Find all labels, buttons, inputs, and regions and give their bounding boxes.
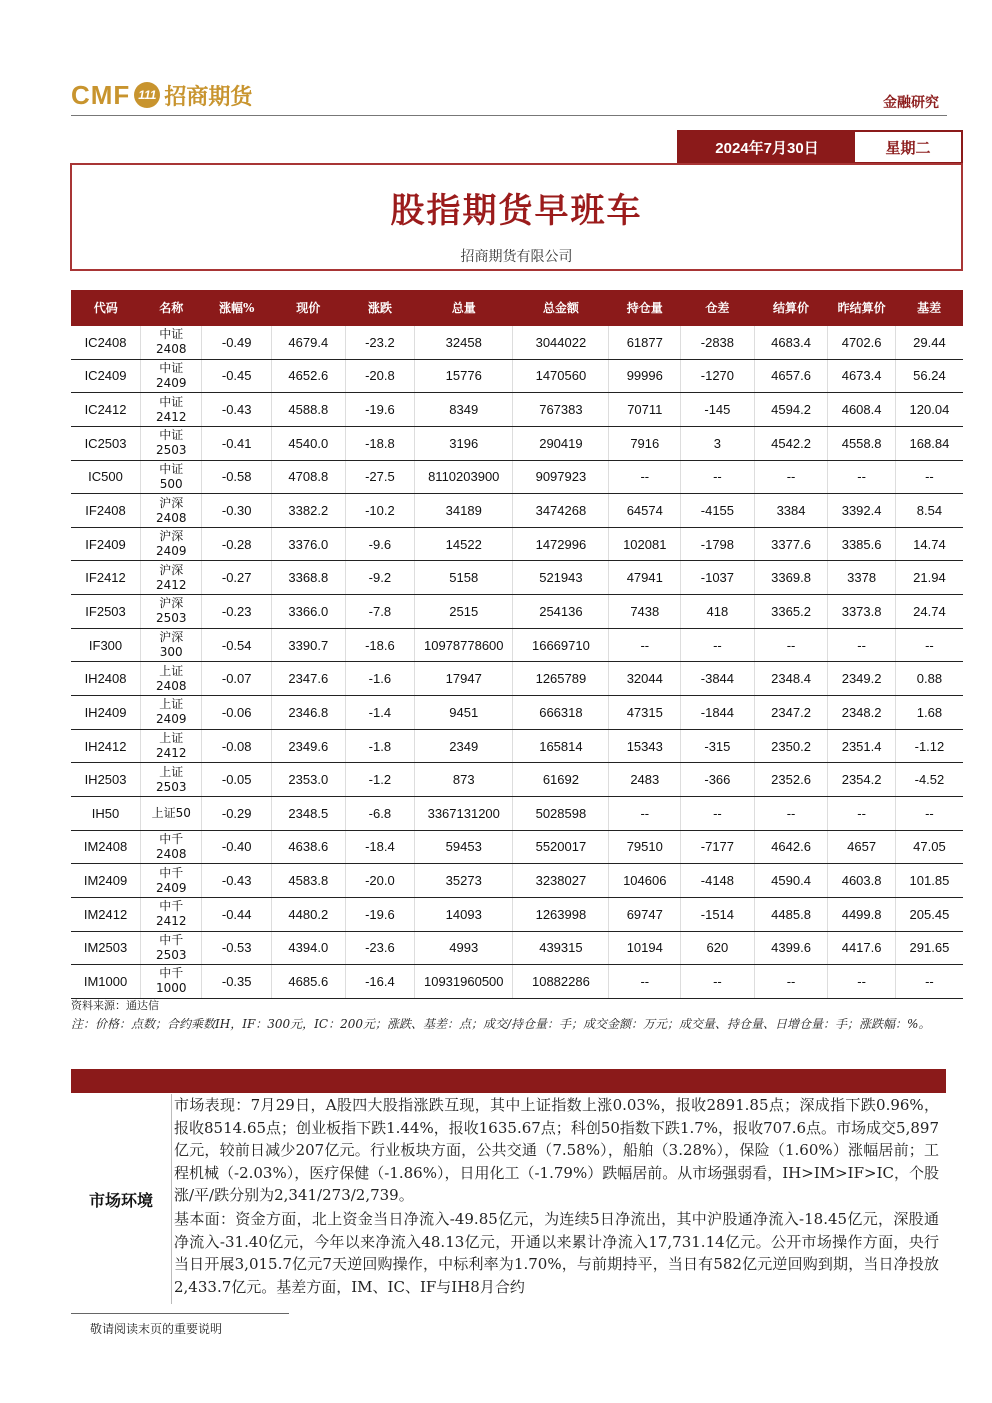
- table-cell: 中证500: [141, 460, 202, 494]
- column-header: 涨跌: [345, 290, 415, 326]
- table-cell: 2348.2: [828, 696, 896, 730]
- table-cell: IF2409: [71, 527, 141, 561]
- table-cell: -7.8: [345, 595, 415, 629]
- table-cell: IM1000: [71, 965, 141, 999]
- table-cell: 7438: [609, 595, 681, 629]
- table-cell: 620: [681, 931, 755, 965]
- column-header: 持仓量: [609, 290, 681, 326]
- table-cell: -0.23: [202, 595, 272, 629]
- table-cell: -1844: [681, 696, 755, 730]
- table-cell: -20.0: [345, 864, 415, 898]
- table-cell: IC2409: [71, 359, 141, 393]
- table-cell: 4588.8: [271, 393, 345, 427]
- table-cell: IM2409: [71, 864, 141, 898]
- footer-divider: [71, 1313, 289, 1314]
- table-body: [71, 326, 963, 998]
- table-cell: 79510: [609, 830, 681, 864]
- column-header: 昨结算价: [828, 290, 896, 326]
- table-cell: 中千2412: [141, 897, 202, 931]
- table-cell: 10194: [609, 931, 681, 965]
- table-cell: 2349.2: [828, 662, 896, 696]
- table-cell: 205.45: [895, 897, 963, 931]
- table-cell: -1270: [681, 359, 755, 393]
- table-cell: 2515: [415, 595, 513, 629]
- table-cell: 2354.2: [828, 763, 896, 797]
- table-cell: 上证50: [141, 796, 202, 830]
- table-cell: 3474268: [513, 494, 609, 528]
- table-cell: --: [681, 628, 755, 662]
- table-cell: -18.6: [345, 628, 415, 662]
- table-cell: 中千2503: [141, 931, 202, 965]
- logo-text: CMF: [71, 79, 131, 110]
- report-date: 2024年7月30日: [679, 132, 855, 162]
- table-cell: 47315: [609, 696, 681, 730]
- table-cell: 99996: [609, 359, 681, 393]
- table-cell: 3385.6: [828, 527, 896, 561]
- table-cell: 59453: [415, 830, 513, 864]
- table-cell: -0.45: [202, 359, 272, 393]
- table-cell: 4642.6: [754, 830, 828, 864]
- table-cell: -19.6: [345, 393, 415, 427]
- table-cell: 3369.8: [754, 561, 828, 595]
- table-cell: IC500: [71, 460, 141, 494]
- table-cell: --: [895, 796, 963, 830]
- table-cell: 1263998: [513, 897, 609, 931]
- table-cell: --: [609, 628, 681, 662]
- table-cell: 4480.2: [271, 897, 345, 931]
- table-cell: -315: [681, 729, 755, 763]
- table-cell: IF2408: [71, 494, 141, 528]
- table-cell: 4583.8: [271, 864, 345, 898]
- table-cell: 沪深2503: [141, 595, 202, 629]
- table-cell: -23.6: [345, 931, 415, 965]
- table-row: [71, 561, 963, 595]
- table-cell: 4590.4: [754, 864, 828, 898]
- table-cell: IF2503: [71, 595, 141, 629]
- table-cell: 3376.0: [271, 527, 345, 561]
- table-row: [71, 359, 963, 393]
- table-cell: 3390.7: [271, 628, 345, 662]
- table-cell: 7916: [609, 426, 681, 460]
- table-cell: 中证2503: [141, 426, 202, 460]
- table-cell: IC2408: [71, 326, 141, 359]
- table-cell: --: [828, 628, 896, 662]
- table-cell: 1472996: [513, 527, 609, 561]
- table-cell: -0.30: [202, 494, 272, 528]
- logo-cn: 招商期货: [164, 83, 253, 110]
- table-row: [71, 393, 963, 427]
- table-cell: -7177: [681, 830, 755, 864]
- table-cell: --: [681, 460, 755, 494]
- table-cell: 3392.4: [828, 494, 896, 528]
- table-cell: -1798: [681, 527, 755, 561]
- table-cell: 4558.8: [828, 426, 896, 460]
- table-cell: --: [609, 796, 681, 830]
- table-cell: 4683.4: [754, 326, 828, 359]
- table-cell: 29.44: [895, 326, 963, 359]
- table-cell: 4417.6: [828, 931, 896, 965]
- table-cell: 290419: [513, 426, 609, 460]
- table-cell: -4148: [681, 864, 755, 898]
- table-cell: 104606: [609, 864, 681, 898]
- table-cell: 8349: [415, 393, 513, 427]
- table-cell: 4708.8: [271, 460, 345, 494]
- table-cell: 56.24: [895, 359, 963, 393]
- table-cell: -1.4: [345, 696, 415, 730]
- date-bar: [677, 130, 963, 164]
- table-cell: 中千1000: [141, 965, 202, 999]
- table-cell: 0.88: [895, 662, 963, 696]
- table-cell: 3378: [828, 561, 896, 595]
- table-row: [71, 897, 963, 931]
- paragraph-market: 市场表现：7月29日，A股四大股指涨跌互现，其中上证指数上涨0.03%，报收2891.85点；深成指下跌0.96%，报收8514.65点；创业板指下跌1.44%，报收1635.67点；科创50指数下跌1.7%，报收707.6点。市场成交5,897亿元，较前日减少207亿元。行业板块方面，公共交通（7.58%），船舶（3.28%），保险（1.60%）涨幅居前；工程机械（-2.03%），医疗保健（-1.86%），日用化工（-1.79%）跌幅居前。从市场强弱看，IH>IM>IF>IC，个股涨/平/跌分别为2,341/273/2,739。: [174, 1096, 939, 1205]
- table-cell: -23.2: [345, 326, 415, 359]
- table-row: [71, 326, 963, 359]
- table-cell: -0.05: [202, 763, 272, 797]
- table-note: 注：价格：点数；合约乘数IH，IF：300元，IC：200元；涨跌、基差：点；成交/持仓量：手；成交金额：万元；成交量、持仓量、日增仓量：手；涨跌幅：%。: [71, 1017, 931, 1031]
- table-cell: 4673.4: [828, 359, 896, 393]
- table-cell: --: [828, 796, 896, 830]
- table-cell: 61877: [609, 326, 681, 359]
- table-cell: -0.54: [202, 628, 272, 662]
- table-cell: 14093: [415, 897, 513, 931]
- table-cell: -0.41: [202, 426, 272, 460]
- table-cell: 16669710: [513, 628, 609, 662]
- header-divider: [71, 115, 947, 116]
- logo-mark-icon: 111: [134, 82, 160, 108]
- table-cell: 2347.6: [271, 662, 345, 696]
- table-cell: 69747: [609, 897, 681, 931]
- table-cell: --: [754, 965, 828, 999]
- table-cell: 14.74: [895, 527, 963, 561]
- table-cell: -0.58: [202, 460, 272, 494]
- table-cell: --: [754, 796, 828, 830]
- table-row: [71, 965, 963, 999]
- table-row: [71, 460, 963, 494]
- table-cell: IH2503: [71, 763, 141, 797]
- table-cell: -0.40: [202, 830, 272, 864]
- table-cell: 中千2409: [141, 864, 202, 898]
- section-header-bar: [71, 1069, 946, 1093]
- table-cell: IH2412: [71, 729, 141, 763]
- table-row: [71, 628, 963, 662]
- table-cell: -0.28: [202, 527, 272, 561]
- table-cell: 5158: [415, 561, 513, 595]
- table-cell: 3373.8: [828, 595, 896, 629]
- table-cell: 上证2409: [141, 696, 202, 730]
- table-cell: -16.4: [345, 965, 415, 999]
- table-cell: 3367131200: [415, 796, 513, 830]
- data-source: 资料来源：通达信: [71, 999, 159, 1012]
- table-cell: 291.65: [895, 931, 963, 965]
- table-row: [71, 426, 963, 460]
- table-cell: 4657: [828, 830, 896, 864]
- table-cell: 4685.6: [271, 965, 345, 999]
- table-cell: --: [681, 965, 755, 999]
- table-cell: -0.44: [202, 897, 272, 931]
- table-cell: 中证2412: [141, 393, 202, 427]
- table-row: [71, 796, 963, 830]
- table-cell: -3844: [681, 662, 755, 696]
- table-cell: 2349.6: [271, 729, 345, 763]
- table-row: [71, 931, 963, 965]
- table-cell: 4702.6: [828, 326, 896, 359]
- table-cell: --: [609, 965, 681, 999]
- table-cell: 4608.4: [828, 393, 896, 427]
- table-cell: 中千2408: [141, 830, 202, 864]
- table-cell: 21.94: [895, 561, 963, 595]
- table-cell: IM2408: [71, 830, 141, 864]
- table-cell: --: [895, 965, 963, 999]
- table-cell: --: [754, 460, 828, 494]
- company-name: 招商期货有限公司: [460, 249, 573, 265]
- table-row: [71, 763, 963, 797]
- table-cell: -19.6: [345, 897, 415, 931]
- table-cell: 4594.2: [754, 393, 828, 427]
- table-cell: -9.2: [345, 561, 415, 595]
- table-cell: 沪深300: [141, 628, 202, 662]
- table-cell: IF2412: [71, 561, 141, 595]
- column-header: 名称: [141, 290, 202, 326]
- table-row: [71, 830, 963, 864]
- table-cell: IC2412: [71, 393, 141, 427]
- table-cell: 3044022: [513, 326, 609, 359]
- table-cell: 32044: [609, 662, 681, 696]
- table-cell: -0.29: [202, 796, 272, 830]
- table-cell: 24.74: [895, 595, 963, 629]
- table-cell: 254136: [513, 595, 609, 629]
- column-header: 总金额: [513, 290, 609, 326]
- table-cell: -0.07: [202, 662, 272, 696]
- table-row: [71, 494, 963, 528]
- table-cell: 4399.6: [754, 931, 828, 965]
- table-cell: 3196: [415, 426, 513, 460]
- table-cell: IC2503: [71, 426, 141, 460]
- table-cell: -1.6: [345, 662, 415, 696]
- table-cell: 4638.6: [271, 830, 345, 864]
- section-divider: [171, 1094, 172, 1304]
- column-header: 结算价: [754, 290, 828, 326]
- table-cell: 439315: [513, 931, 609, 965]
- table-cell: 4542.2: [754, 426, 828, 460]
- table-cell: 5028598: [513, 796, 609, 830]
- table-cell: 2353.0: [271, 763, 345, 797]
- table-cell: 767383: [513, 393, 609, 427]
- table-cell: 2348.5: [271, 796, 345, 830]
- table-cell: 15343: [609, 729, 681, 763]
- table-cell: -1514: [681, 897, 755, 931]
- table-cell: -10.2: [345, 494, 415, 528]
- table-cell: IM2412: [71, 897, 141, 931]
- table-cell: 168.84: [895, 426, 963, 460]
- table-cell: 沪深2408: [141, 494, 202, 528]
- table-cell: 10931960500: [415, 965, 513, 999]
- table-cell: -0.43: [202, 864, 272, 898]
- table-cell: 2346.8: [271, 696, 345, 730]
- table-cell: 165814: [513, 729, 609, 763]
- column-header: 涨幅%: [202, 290, 272, 326]
- section-label: 市场环境: [88, 1190, 153, 1210]
- table-cell: 1.68: [895, 696, 963, 730]
- table-cell: -2838: [681, 326, 755, 359]
- table-row: [71, 527, 963, 561]
- table-cell: 1470560: [513, 359, 609, 393]
- table-cell: 5520017: [513, 830, 609, 864]
- table-cell: IH50: [71, 796, 141, 830]
- table-cell: 沪深2412: [141, 561, 202, 595]
- table-cell: 上证2412: [141, 729, 202, 763]
- table-cell: 47.05: [895, 830, 963, 864]
- table-cell: 15776: [415, 359, 513, 393]
- table-cell: 8110203900: [415, 460, 513, 494]
- table-cell: 2348.4: [754, 662, 828, 696]
- table-cell: -4155: [681, 494, 755, 528]
- table-cell: 3365.2: [754, 595, 828, 629]
- table-cell: 4394.0: [271, 931, 345, 965]
- table-cell: 14522: [415, 527, 513, 561]
- column-header: 基差: [895, 290, 963, 326]
- table-cell: --: [828, 460, 896, 494]
- table-cell: 1265789: [513, 662, 609, 696]
- table-cell: 4499.8: [828, 897, 896, 931]
- futures-table: [71, 290, 963, 999]
- table-row: [71, 864, 963, 898]
- table-cell: 3: [681, 426, 755, 460]
- table-cell: 2350.2: [754, 729, 828, 763]
- table-cell: 3366.0: [271, 595, 345, 629]
- table-cell: 2351.4: [828, 729, 896, 763]
- table-row: [71, 595, 963, 629]
- table-cell: 70711: [609, 393, 681, 427]
- table-cell: 34189: [415, 494, 513, 528]
- table-cell: -0.35: [202, 965, 272, 999]
- table-cell: -0.08: [202, 729, 272, 763]
- table-cell: -1.12: [895, 729, 963, 763]
- table-cell: 4485.8: [754, 897, 828, 931]
- company-logo: [71, 79, 252, 111]
- table-cell: 47941: [609, 561, 681, 595]
- table-cell: 101.85: [895, 864, 963, 898]
- table-cell: 中证2408: [141, 326, 202, 359]
- title-box: [70, 163, 963, 271]
- table-cell: -0.43: [202, 393, 272, 427]
- paragraph-fundamentals: 基本面：资金方面，北上资金当日净流入-49.85亿元，为连续5日净流出，其中沪股通净流入-18.45亿元，深股通净流入-31.40亿元，今年以来净流入48.13亿元，开通以来累计净流入17,731.14亿元。公开市场操作方面，央行当日开展3,015.7亿元7天逆回购操作，中标利率为1.70%，与前期持平，当日有582亿元逆回购到期，当日净投放2,433.7亿元。基差方面，IM、IC、IF与IH8月合约: [174, 1209, 939, 1296]
- table-cell: 418: [681, 595, 755, 629]
- table-cell: IM2503: [71, 931, 141, 965]
- table-cell: -1037: [681, 561, 755, 595]
- table-cell: --: [754, 628, 828, 662]
- table-cell: 3377.6: [754, 527, 828, 561]
- table-cell: -9.6: [345, 527, 415, 561]
- table-cell: -18.8: [345, 426, 415, 460]
- table-cell: --: [895, 460, 963, 494]
- report-weekday: 星期二: [885, 138, 931, 157]
- table-cell: 4679.4: [271, 326, 345, 359]
- table-cell: 4540.0: [271, 426, 345, 460]
- column-header: 总量: [415, 290, 513, 326]
- table-row: [71, 662, 963, 696]
- table-row: [71, 696, 963, 730]
- table-cell: IH2408: [71, 662, 141, 696]
- table-cell: -0.53: [202, 931, 272, 965]
- table-cell: 120.04: [895, 393, 963, 427]
- table-cell: 102081: [609, 527, 681, 561]
- table-cell: --: [828, 965, 896, 999]
- table-cell: --: [681, 796, 755, 830]
- table-cell: 10882286: [513, 965, 609, 999]
- column-header: 代码: [71, 290, 141, 326]
- table-row: [71, 729, 963, 763]
- table-cell: 666318: [513, 696, 609, 730]
- table-cell: IF300: [71, 628, 141, 662]
- table-cell: 9097923: [513, 460, 609, 494]
- table-cell: 4657.6: [754, 359, 828, 393]
- section-body: [174, 1094, 939, 1298]
- table-cell: -0.06: [202, 696, 272, 730]
- table-header-row: [71, 290, 963, 326]
- table-cell: 8.54: [895, 494, 963, 528]
- table-cell: 沪深2409: [141, 527, 202, 561]
- table-cell: -145: [681, 393, 755, 427]
- table-cell: -6.8: [345, 796, 415, 830]
- table-cell: -4.52: [895, 763, 963, 797]
- table-cell: -20.8: [345, 359, 415, 393]
- table-cell: 2347.2: [754, 696, 828, 730]
- table-cell: 4993: [415, 931, 513, 965]
- table-cell: 64574: [609, 494, 681, 528]
- table-cell: -27.5: [345, 460, 415, 494]
- table-cell: -366: [681, 763, 755, 797]
- column-header: 仓差: [681, 290, 755, 326]
- table-cell: 17947: [415, 662, 513, 696]
- table-cell: 中证2409: [141, 359, 202, 393]
- table-cell: -18.4: [345, 830, 415, 864]
- table-cell: --: [895, 628, 963, 662]
- table-cell: 521943: [513, 561, 609, 595]
- table-cell: 4603.8: [828, 864, 896, 898]
- table-cell: 9451: [415, 696, 513, 730]
- page-title: 股指期货早班车: [390, 191, 643, 231]
- table-cell: 4652.6: [271, 359, 345, 393]
- table-cell: 2483: [609, 763, 681, 797]
- table-cell: 2349: [415, 729, 513, 763]
- column-header: 现价: [271, 290, 345, 326]
- department-label: 金融研究: [883, 95, 939, 111]
- table-cell: 上证2503: [141, 763, 202, 797]
- table-cell: --: [609, 460, 681, 494]
- table-cell: -0.27: [202, 561, 272, 595]
- table-cell: 873: [415, 763, 513, 797]
- table-cell: IH2409: [71, 696, 141, 730]
- table-cell: 61692: [513, 763, 609, 797]
- table-cell: 3238027: [513, 864, 609, 898]
- table-cell: 10978778600: [415, 628, 513, 662]
- table-cell: 2352.6: [754, 763, 828, 797]
- table-cell: 3382.2: [271, 494, 345, 528]
- table-cell: 3368.8: [271, 561, 345, 595]
- table-cell: 35273: [415, 864, 513, 898]
- footer-note: 敬请阅读末页的重要说明: [90, 1322, 223, 1336]
- table-cell: 32458: [415, 326, 513, 359]
- table-cell: 3384: [754, 494, 828, 528]
- table-cell: -0.49: [202, 326, 272, 359]
- table-cell: -1.2: [345, 763, 415, 797]
- table-cell: -1.8: [345, 729, 415, 763]
- table-cell: 上证2408: [141, 662, 202, 696]
